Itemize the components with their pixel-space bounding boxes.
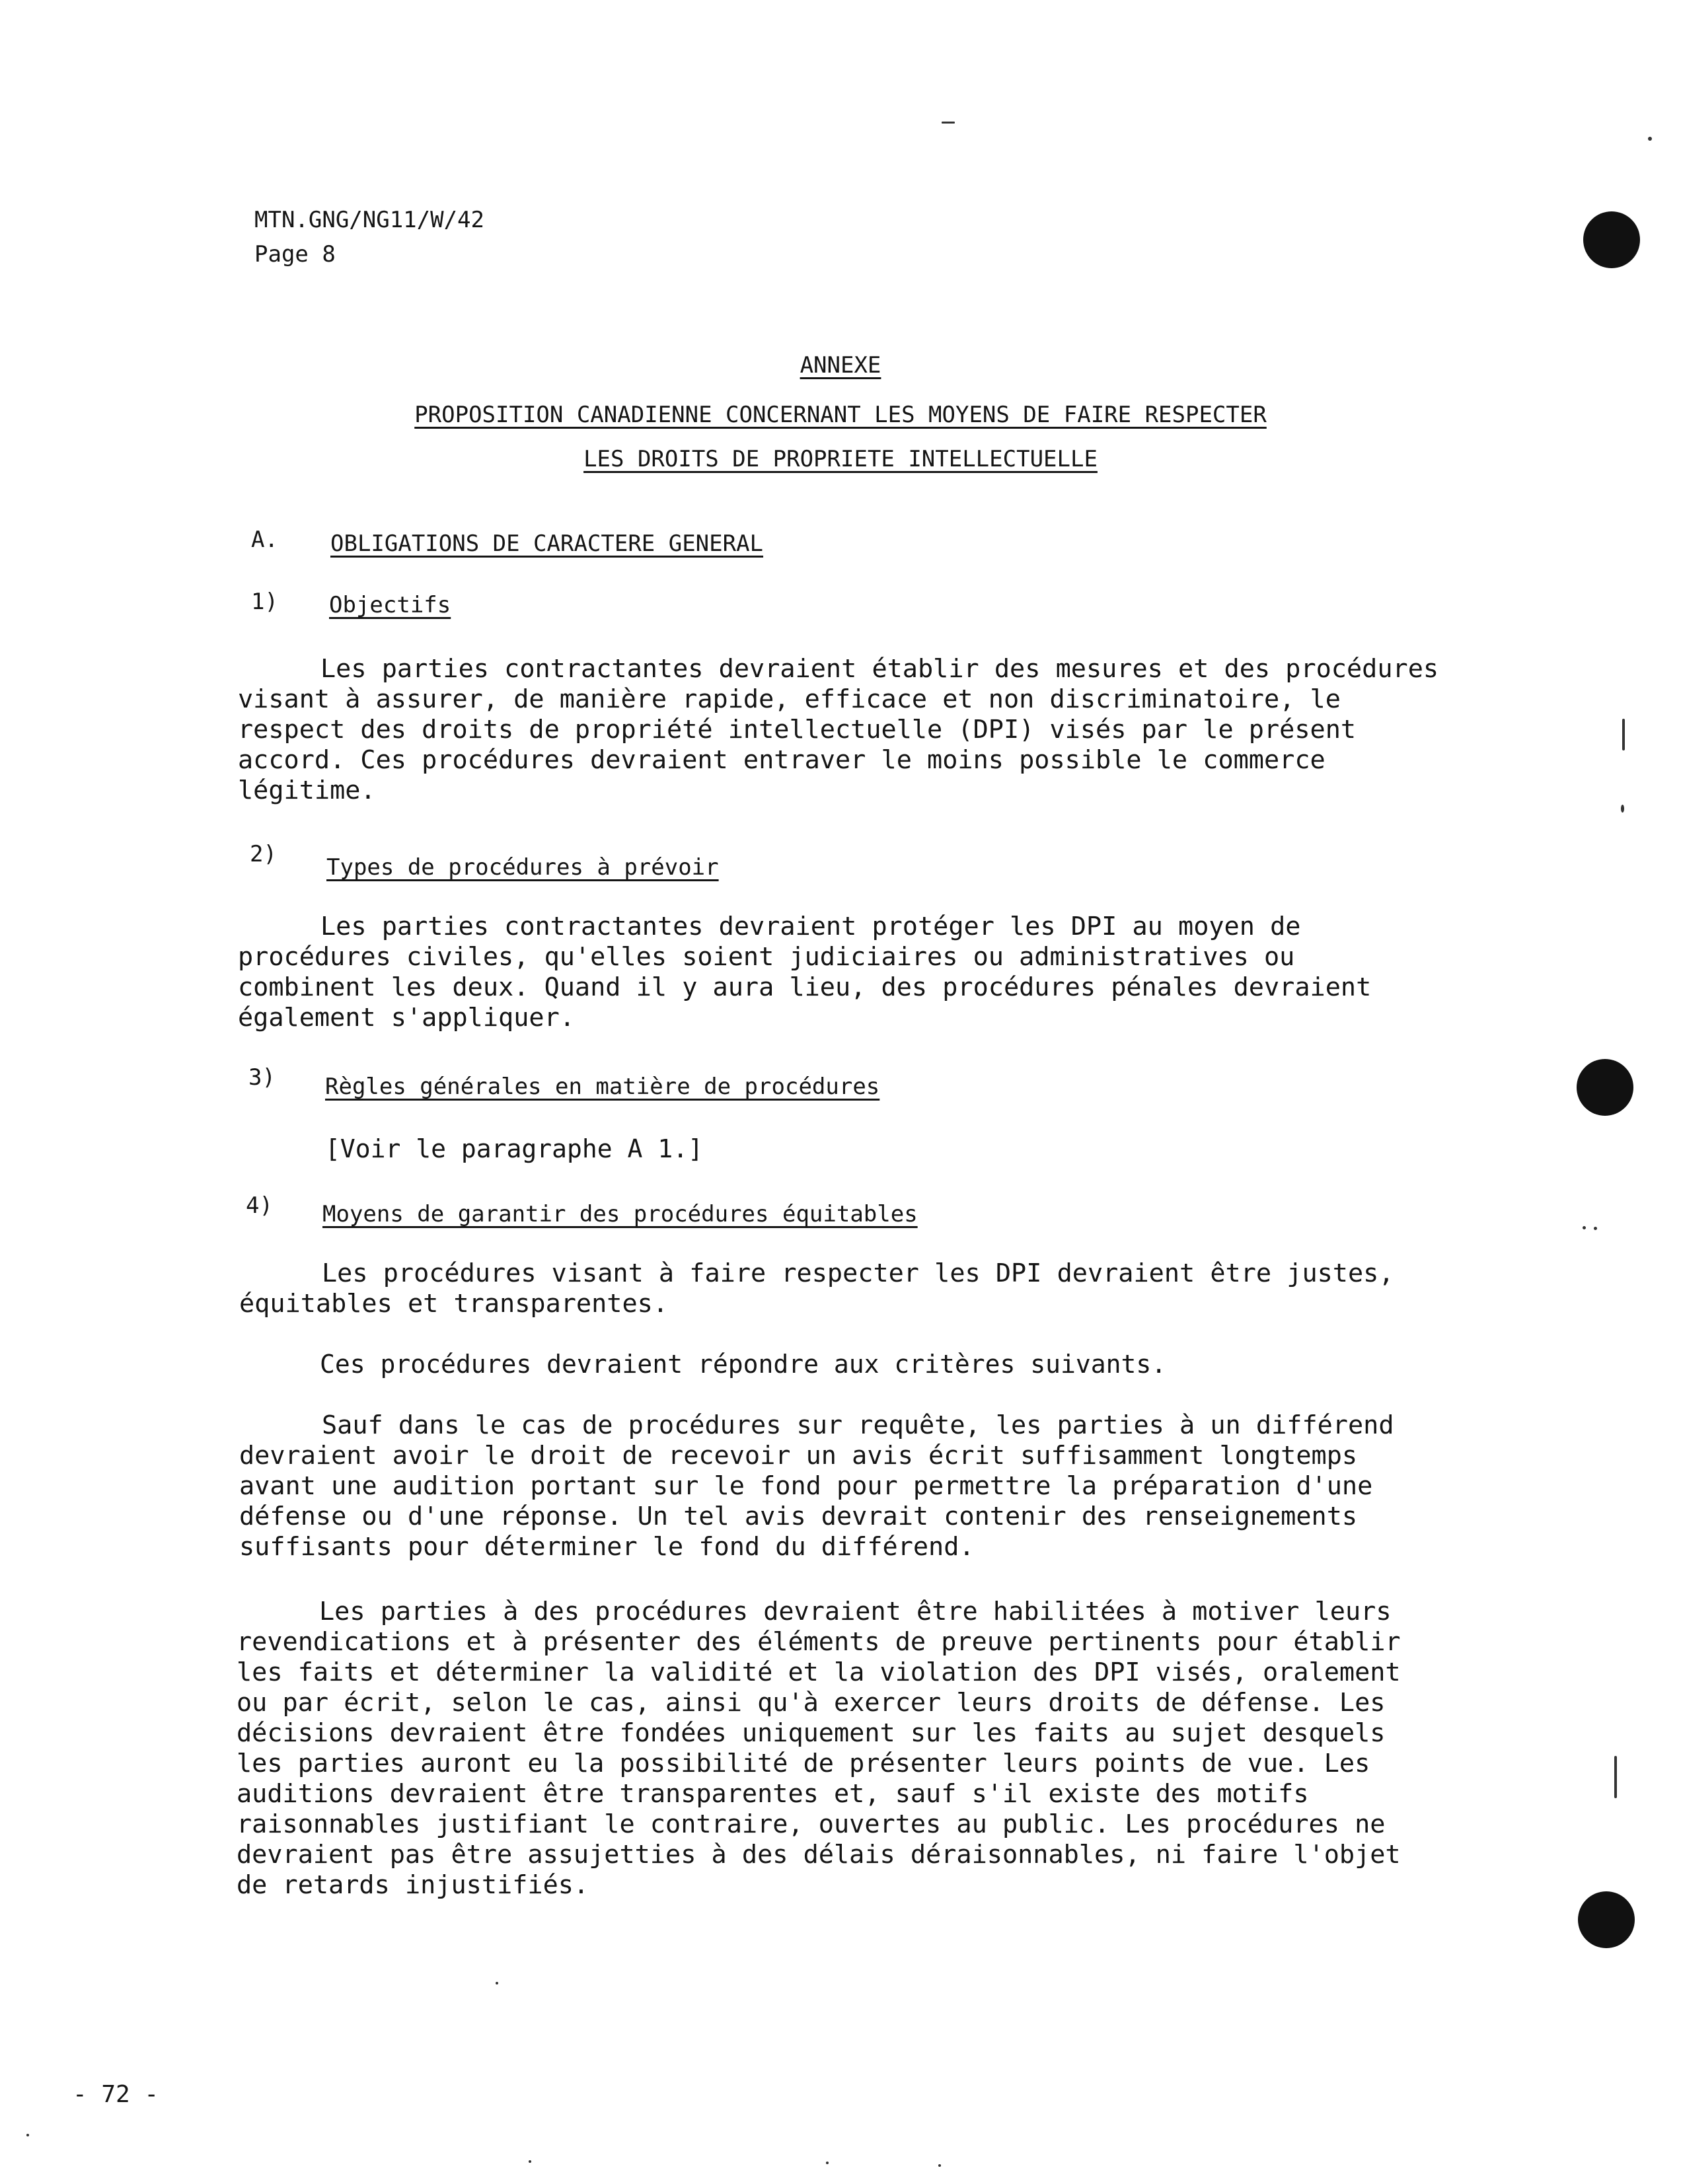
item-4-paragraph-3: Sauf dans le cas de procédures sur requête, les parties à un différend devraient avoir le droit de recevoir un avis écrit suffisamment longtemps avant une audition portant sur le fond pour permettre la préparation d'une défense ou d'une réponse. Un tel avis devrait contenir des renseignements suffisants pour déterminer le fond du différend. <box>239 1410 1409 1562</box>
margin-speck <box>942 122 955 124</box>
section-a-number: A. <box>251 527 278 553</box>
item-4-paragraph-4: Les parties à des procédures devraient être habilitées à motiver leurs revendications et à présenter des éléments de preuve pertinents pour établir les faits et déterminer la validité et la violation des DPI visés, oralement ou par écrit, selon le cas, ainsi qu'à exercer leurs droits de défense. Les décisions devraient être fondées uniquement sur les faits au sujet desquels les parties auront eu la possibilité de présenter leurs points de vue. Les auditions devraient être transparentes et, sauf s'il existe des motifs raisonnables justifiant le contraire, ouvertes au public. Les procédures ne devraient pas être assujetties à des délais déraisonnables, ni faire l'objet de retards injustifiés. <box>237 1597 1416 1900</box>
item-2-number: 2) <box>250 841 277 867</box>
margin-speck <box>826 2162 829 2164</box>
margin-speck <box>1583 1226 1586 1229</box>
item-1-title: Objectifs <box>329 592 451 618</box>
margin-mark <box>1622 719 1625 750</box>
item-3-paragraph: [Voir le paragraphe A 1.] <box>325 1134 703 1163</box>
item-2-paragraph: Les parties contractantes devraient protéger les DPI au moyen de procédures civiles, qu'elles soient judiciaires ou administratives ou combinent les deux. Quand il y aura lieu, des procédures pénales devraient également s'appliquer. <box>238 912 1387 1033</box>
page-label: Page 8 <box>254 241 336 268</box>
proposal-title-line-1: PROPOSITION CANADIENNE CONCERNANT LES MOYENS DE FAIRE RESPECTER <box>414 402 1267 428</box>
punch-hole-bottom <box>1578 1891 1635 1948</box>
margin-speck <box>529 2160 531 2163</box>
item-4-paragraph-2: Ces procédures devraient répondre aux critères suivants. <box>320 1350 1167 1379</box>
item-1-number: 1) <box>251 589 278 615</box>
item-2-title: Types de procédures à prévoir <box>326 854 719 881</box>
margin-speck <box>26 2134 29 2136</box>
item-3-number: 3) <box>248 1064 276 1091</box>
item-4-title: Moyens de garantir des procédures équitables <box>322 1201 918 1227</box>
item-4-paragraph-1: Les procédures visant à faire respecter les DPI devraient être justes, équitables et transparentes. <box>239 1258 1409 1319</box>
item-4-number: 4) <box>246 1192 273 1219</box>
margin-speck <box>496 1982 498 1984</box>
margin-speck <box>1594 1227 1597 1230</box>
margin-speck <box>938 2164 941 2167</box>
margin-speck <box>1621 805 1624 813</box>
margin-mark <box>1614 1756 1617 1798</box>
item-3-title: Règles générales en matière de procédures <box>325 1074 880 1100</box>
margin-speck <box>1648 137 1652 141</box>
annex-label: ANNEXE <box>800 352 881 379</box>
footer-page-number: - 72 - <box>73 2081 159 2108</box>
punch-hole-top <box>1583 211 1640 268</box>
proposal-title-line-2: LES DROITS DE PROPRIETE INTELLECTUELLE <box>583 446 1098 472</box>
item-1-paragraph: Les parties contractantes devraient établir des mesures et des procédures visant à assurer, de manière rapide, efficace et non discriminatoire, le respect des droits de propriété intellectuelle (DPI) visés par le présent accord. Ces procédures devraient entraver le moins possible le commerce légitime. <box>238 654 1454 805</box>
punch-hole-middle <box>1577 1059 1633 1116</box>
section-a-title: OBLIGATIONS DE CARACTERE GENERAL <box>330 530 764 557</box>
document-reference: MTN.GNG/NG11/W/42 <box>254 207 484 233</box>
